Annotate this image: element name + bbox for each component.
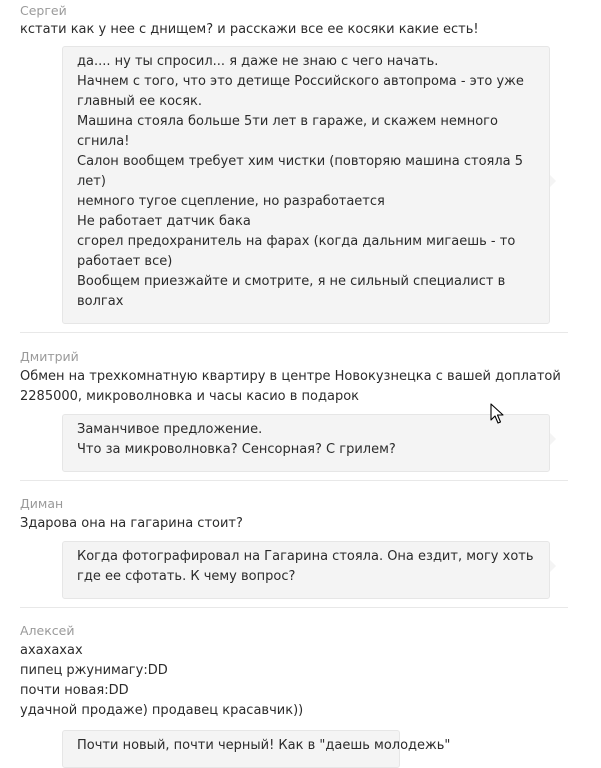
comment: [20, 349, 570, 407]
reply-pointer-icon: [550, 560, 556, 572]
seller-reply: [62, 730, 451, 768]
reply-line: лет): [77, 174, 106, 189]
comment-text-line: почти новая:DD: [20, 683, 129, 698]
comment-divider: [20, 332, 568, 333]
comment-text-line: 2285000, микроволновка и часы касио в подарок: [20, 389, 359, 404]
reply-line: главный ее косяк.: [77, 94, 202, 109]
comment-author[interactable]: Диман: [20, 496, 64, 511]
comment-text-line: ахахахах: [20, 643, 83, 658]
seller-reply: [62, 541, 550, 599]
reply-line: где ее сфотать. К чему вопрос?: [77, 569, 296, 584]
reply-line: да.... ну ты спросил... я даже не знаю с чего начать.: [77, 54, 439, 69]
comment: [20, 623, 570, 721]
reply-line: Заманчивое предложение.: [77, 422, 263, 437]
reply-line: Начнем с того, что это детище Российского автопрома - это уже: [77, 74, 524, 89]
comment-text-line: Здарова она на гагарина стоит?: [20, 516, 243, 531]
reply-line: сгорел предохранитель на фарах (когда дальним мигаешь - то: [77, 234, 516, 249]
reply-line: Что за микроволновка? Сенсорная? С грилем?: [77, 442, 396, 457]
comment-text: [20, 20, 570, 40]
comment-divider: [20, 607, 568, 608]
reply-line: Не работает датчик бака: [77, 214, 251, 229]
reply-pointer-icon: [550, 433, 556, 445]
comment-author[interactable]: Дмитрий: [20, 349, 79, 364]
reply-line: сгнила!: [77, 134, 130, 149]
reply-line: Вообщем приезжайте и смотрите, я не сильный специалист в: [77, 274, 506, 289]
comment-text: [20, 641, 570, 721]
comment-author[interactable]: Сергей: [20, 3, 67, 18]
comment-text-line: удачной продаже) продавец красавчик)): [20, 703, 304, 718]
comment-text-line: Обмен на трехкомнатную квартиру в центре Новокузнецка с вашей доплатой: [20, 369, 561, 384]
seller-reply: [62, 46, 550, 324]
comment-text-line: пипец ржунимагу:DD: [20, 663, 168, 678]
seller-reply: [62, 414, 550, 472]
mouse-pointer-icon: [490, 403, 504, 425]
comment-text: [20, 367, 570, 407]
comment: [20, 3, 570, 40]
comment: [20, 496, 570, 534]
reply-pointer-icon: [550, 175, 556, 187]
comment-author[interactable]: Алексей: [20, 623, 75, 638]
reply-line: Почти новый, почти черный! Как в "даешь молодежь": [77, 738, 451, 753]
comment-divider: [20, 480, 568, 481]
comment-text: [20, 514, 570, 534]
reply-line: Когда фотографировал на Гагарина стояла. Она ездит, могу хоть: [77, 549, 534, 564]
reply-line: работает все): [77, 254, 173, 269]
reply-line: волгах: [77, 294, 124, 309]
reply-line: Салон вообщем требует хим чистки (повторяю машина стояла 5: [77, 154, 524, 169]
reply-line: Машина стояла больше 5ти лет в гараже, и скажем немного: [77, 114, 498, 129]
comment-text-line: кстати как у нее с днищем? и расскажи все ее косяки какие есть!: [20, 22, 479, 37]
reply-line: немного тугое сцепление, но разработается: [77, 194, 385, 209]
